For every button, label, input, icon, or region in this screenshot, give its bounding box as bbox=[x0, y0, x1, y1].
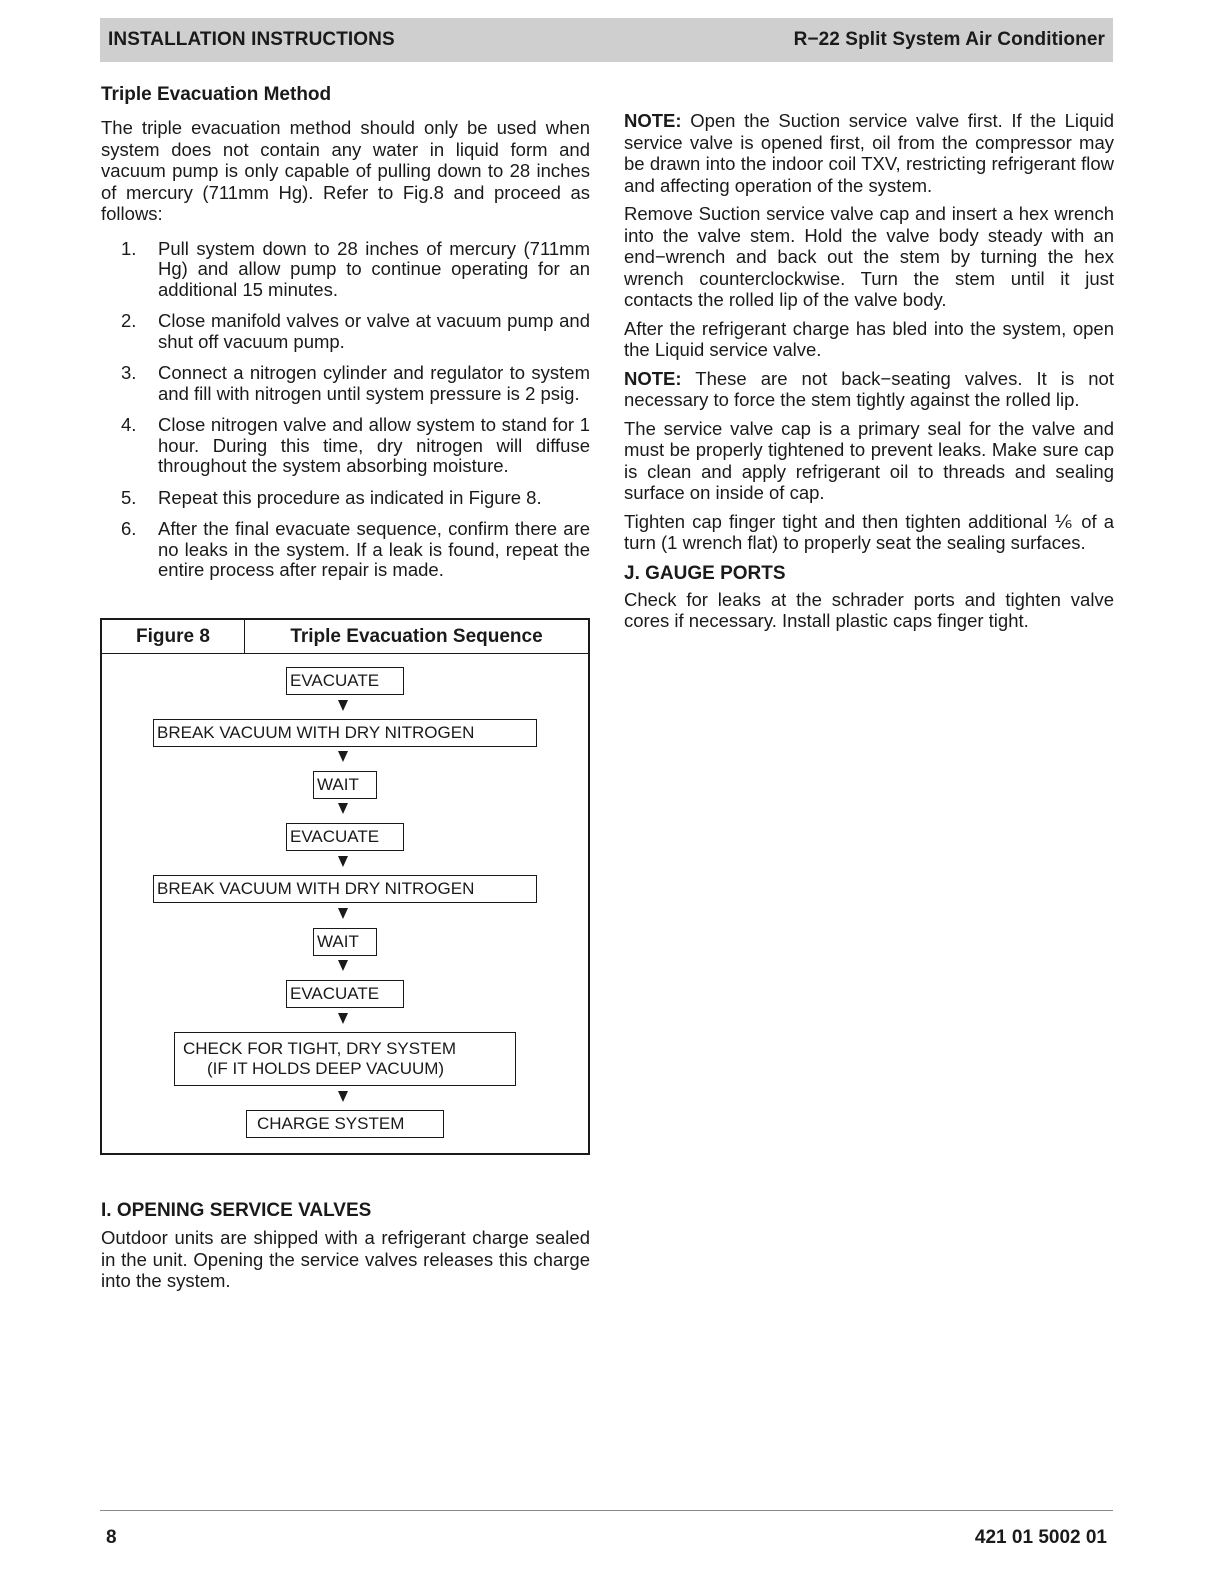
note-text: These are not back−seating valves. It is not necessary to force the stem tightly against the rolled lip. bbox=[624, 367, 1114, 410]
body-paragraph: The service valve cap is a primary seal for the valve and must be properly tightened to prevent leaks. Make sure cap is clean and apply refrigerant oil to threads and sealing surface on inside of cap. bbox=[624, 417, 1114, 503]
step-text: After the final evacuate sequence, confirm there are no leaks in the system. If a leak is found, repeat the entire process after repair is made. bbox=[158, 518, 590, 580]
steps-list bbox=[101, 239, 590, 581]
flow-step-check-system bbox=[174, 1032, 516, 1086]
step-number: 2. bbox=[121, 310, 137, 331]
step-item bbox=[101, 519, 590, 581]
down-arrow-icon bbox=[338, 1013, 348, 1024]
section-i-paragraph: Outdoor units are shipped with a refrigerant charge sealed in the unit. Opening the service valves releases this charge into the system. bbox=[101, 1227, 590, 1291]
flow-step-break-vacuum: BREAK VACUUM WITH DRY NITROGEN bbox=[153, 719, 537, 747]
down-arrow-icon bbox=[338, 803, 348, 814]
footer-divider bbox=[100, 1510, 1113, 1511]
figure-label: Figure 8 bbox=[102, 620, 245, 653]
step-number: 1. bbox=[121, 237, 137, 259]
step-text: Connect a nitrogen cylinder and regulator to system and fill with nitrogen until system pressure is 2 psig. bbox=[158, 362, 590, 404]
step-number: 6. bbox=[121, 518, 137, 539]
page-header bbox=[100, 18, 1113, 62]
down-arrow-icon bbox=[338, 856, 348, 867]
note-label: NOTE: bbox=[624, 367, 682, 389]
step-number: 4. bbox=[121, 414, 137, 435]
note-text: Open the Suction service valve first. If the Liquid service valve is opened first, oil from the compressor may be drawn into the indoor coil TXV, restricting refrigerant flow and affecting operation of the system. bbox=[624, 110, 1114, 196]
flow-step-charge-system: CHARGE SYSTEM bbox=[246, 1110, 444, 1138]
header-right-title: R−22 Split System Air Conditioner bbox=[793, 29, 1105, 50]
body-paragraph: After the refrigerant charge has bled into the system, open the Liquid service valve. bbox=[624, 317, 1114, 360]
figure-header bbox=[102, 620, 588, 654]
body-paragraph: Remove Suction service valve cap and insert a hex wrench into the valve stem. Hold the valve body steady with an end−wrench and back out the stem by turning the hex wrench counterclockwise. Turn the stem until it just contacts the rolled lip of the valve body. bbox=[624, 203, 1114, 310]
section-j-paragraph: Check for leaks at the schrader ports and tighten valve cores if necessary. Install plastic caps finger tight. bbox=[624, 588, 1114, 631]
check-system-line-1: CHECK FOR TIGHT, DRY SYSTEM bbox=[183, 1039, 456, 1058]
figure-title: Triple Evacuation Sequence bbox=[290, 625, 543, 647]
left-column bbox=[101, 82, 590, 592]
down-arrow-icon bbox=[338, 960, 348, 971]
step-number: 3. bbox=[121, 362, 137, 383]
flow-step-wait: WAIT bbox=[313, 928, 377, 956]
flow-step-evacuate: EVACUATE bbox=[286, 667, 404, 695]
note-label: NOTE: bbox=[624, 110, 682, 131]
step-number: 5. bbox=[121, 486, 137, 508]
intro-paragraph: The triple evacuation method should only be used when system does not contain any water in liquid form and vacuum pump is only capable of pulling down to 28 inches of mercury (711mm Hg). Refer to Fig.8 and proceed as follows: bbox=[101, 117, 590, 224]
step-text: Repeat this procedure as indicated in Figure 8. bbox=[158, 486, 542, 508]
down-arrow-icon bbox=[338, 751, 348, 762]
step-item bbox=[101, 311, 590, 352]
section-title-opening-service-valves: I. OPENING SERVICE VALVES bbox=[101, 1200, 372, 1221]
note-paragraph bbox=[624, 110, 1114, 196]
flow-step-break-vacuum: BREAK VACUUM WITH DRY NITROGEN bbox=[153, 875, 537, 903]
section-i bbox=[101, 1198, 590, 1292]
down-arrow-icon bbox=[338, 700, 348, 711]
note-paragraph bbox=[624, 368, 1114, 411]
figure-8-flowchart bbox=[100, 618, 590, 1155]
step-text: Close nitrogen valve and allow system to stand for 1 hour. During this time, dry nitrogen will diffuse throughout the system absorbing moisture. bbox=[158, 414, 590, 476]
section-title-gauge-ports: J. GAUGE PORTS bbox=[624, 562, 786, 584]
document-number: 421 01 5002 01 bbox=[974, 1527, 1107, 1548]
step-item bbox=[101, 363, 590, 404]
down-arrow-icon bbox=[338, 908, 348, 919]
step-text: Close manifold valves or valve at vacuum pump and shut off vacuum pump. bbox=[158, 310, 590, 352]
flow-step-evacuate: EVACUATE bbox=[286, 980, 404, 1008]
step-item bbox=[101, 415, 590, 477]
down-arrow-icon bbox=[338, 1091, 348, 1102]
body-paragraph: Tighten cap finger tight and then tighten additional ⅙ of a turn (1 wrench flat) to properly seat the sealing surfaces. bbox=[624, 510, 1114, 553]
step-item bbox=[101, 239, 590, 301]
step-item bbox=[101, 488, 590, 509]
section-title-triple-evacuation: Triple Evacuation Method bbox=[101, 84, 332, 105]
page-number: 8 bbox=[106, 1527, 117, 1548]
step-text: Pull system down to 28 inches of mercury (711mm Hg) and allow pump to continue operating for an additional 15 minutes. bbox=[158, 237, 590, 300]
header-left-title: INSTALLATION INSTRUCTIONS bbox=[108, 29, 395, 50]
right-column bbox=[624, 110, 1114, 632]
check-system-line-2: (IF IT HOLDS DEEP VACUUM) bbox=[207, 1059, 445, 1078]
flow-step-evacuate: EVACUATE bbox=[286, 823, 404, 851]
flow-step-wait: WAIT bbox=[313, 771, 377, 799]
